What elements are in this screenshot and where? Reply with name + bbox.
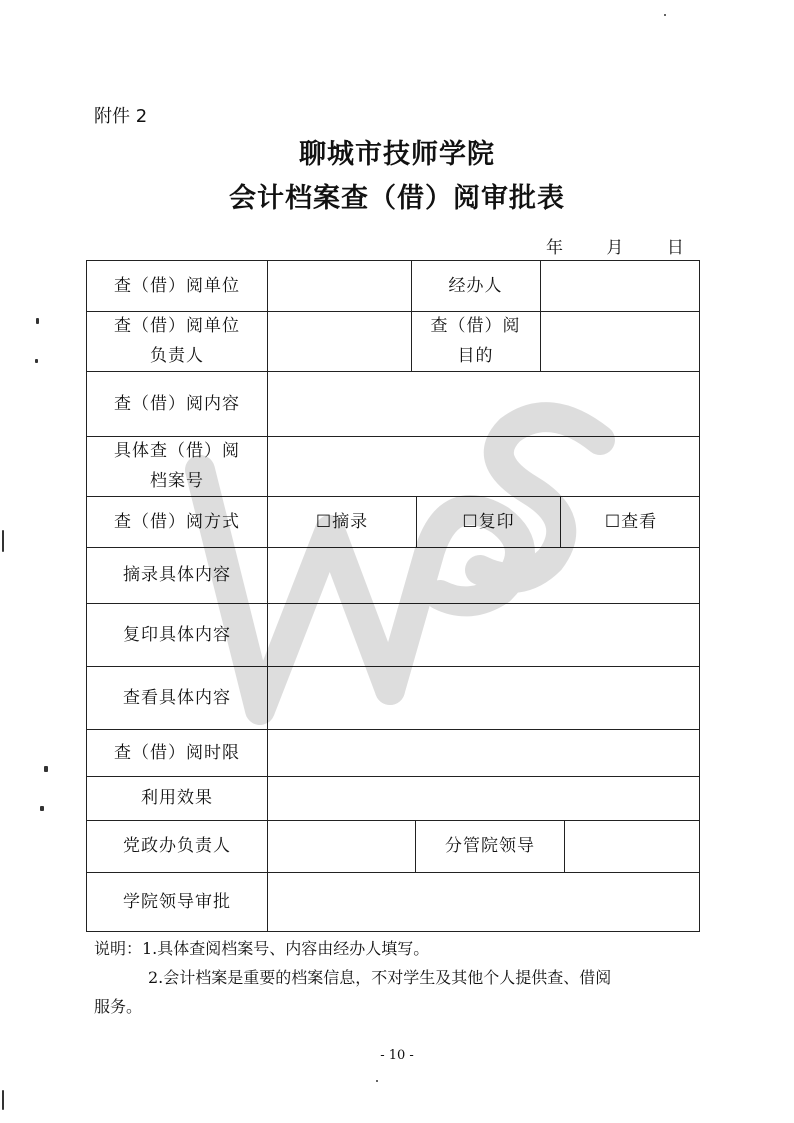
method-option-copy[interactable]: ☐复印 — [462, 511, 515, 532]
method-option-view[interactable]: ☐查看 — [604, 511, 658, 532]
handler-field[interactable] — [541, 261, 701, 311]
unit-field[interactable] — [268, 261, 411, 311]
method-label: 查（借）阅方式 — [114, 511, 240, 532]
date-day: 日 — [666, 238, 684, 258]
note-line-2: 2.会计档案是重要的档案信息，不对学生及其他个人提供查、借阅 — [148, 968, 612, 987]
purpose-label-line1: 查（借）阅 — [430, 316, 521, 336]
date-line — [546, 233, 684, 258]
method-option-excerpt[interactable]: ☐摘录 — [315, 511, 369, 532]
office-head-field[interactable] — [268, 820, 415, 872]
approval-label: 学院领导审批 — [123, 891, 231, 912]
leader-field[interactable] — [565, 820, 701, 872]
effect-label: 利用效果 — [141, 788, 213, 808]
purpose-field[interactable] — [541, 311, 701, 371]
leader-label: 分管院领导 — [445, 836, 535, 856]
time-limit-label: 查（借）阅时限 — [114, 742, 240, 763]
document-title-line1: 聊城市技师学院 — [299, 139, 495, 170]
unit-head-label-line1: 查（借）阅单位 — [114, 316, 240, 336]
view-detail-label: 查看具体内容 — [123, 687, 231, 708]
wps-watermark — [180, 380, 620, 740]
purpose-label-line2: 目的 — [457, 346, 494, 366]
document-title-line2: 会计档案查（借）阅审批表 — [229, 183, 565, 214]
effect-field[interactable] — [268, 776, 701, 820]
date-month: 月 — [606, 238, 624, 258]
note-line-3: 服务。 — [94, 997, 143, 1016]
unit-head-label — [87, 311, 267, 371]
archive-no-label-line1: 具体查（借）阅 — [114, 441, 240, 461]
archive-no-label-line2: 档案号 — [150, 471, 204, 491]
excerpt-detail-label: 摘录具体内容 — [123, 565, 231, 585]
notes — [94, 934, 714, 1021]
approval-field[interactable] — [268, 872, 701, 931]
unit-label: 查（借）阅单位 — [114, 276, 240, 296]
page-number: - 10 - — [380, 1048, 414, 1063]
attachment-label: 附件 2 — [94, 106, 148, 127]
handler-label: 经办人 — [448, 276, 503, 296]
office-head-label: 党政办负责人 — [123, 836, 231, 856]
content-label: 查（借）阅内容 — [114, 393, 240, 414]
unit-head-field[interactable] — [268, 311, 411, 371]
date-year: 年 — [546, 238, 563, 258]
unit-head-label-line2: 负责人 — [150, 346, 204, 366]
note-line-1: 说明：1.具体查阅档案号、内容由经办人填写。 — [94, 939, 430, 958]
copy-detail-label: 复印具体内容 — [123, 624, 231, 645]
purpose-label — [411, 311, 540, 371]
